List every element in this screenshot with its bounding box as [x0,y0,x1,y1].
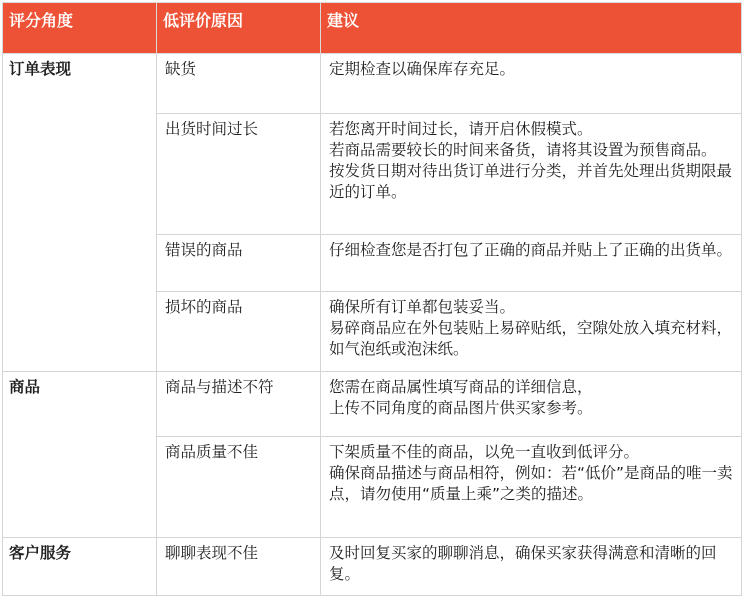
advice-cell [321,235,742,292]
advice-line: 确保商品描述与商品相符，例如：若“低价”是商品的唯一卖点，请勿使用“质量上乘”之类的描述。 [329,464,733,503]
reason-cell: 错误的商品 [157,235,321,292]
advice-cell [321,114,742,235]
advice-line: 易碎商品应在外包装贴上易碎贴纸，空隙处放入填充材料，如气泡纸或泡沫纸。 [329,319,733,358]
advice-cell [321,538,742,596]
category-cell-empty [3,437,157,538]
table-row [3,538,742,596]
header-rating-angle: 评分角度 [3,3,157,54]
header-advice: 建议 [321,3,742,54]
table-row [3,114,742,235]
advice-line: 定期检查以确保库存充足。 [329,60,516,78]
advice-line: 下架质量不佳的商品，以免一直收到低评分。 [329,443,640,461]
table-row [3,54,742,114]
category-product: 商品 [3,372,157,437]
table-row [3,235,742,292]
reason-cell: 商品与描述不符 [157,372,321,437]
table-header-row [3,3,742,54]
category-cell-empty [3,292,157,372]
advice-line: 仔细检查您是否打包了正确的商品并贴上了正确的出货单。 [329,241,733,259]
category-customer-service: 客户服务 [3,538,157,596]
reason-cell: 出货时间过长 [157,114,321,235]
reason-cell: 商品质量不佳 [157,437,321,538]
advice-cell [321,437,742,538]
advice-line: 按发货日期对待出货订单进行分类，并首先处理出货期限最近的订单。 [329,162,733,201]
advice-cell [321,292,742,372]
advice-line: 您需在商品属性填写商品的详细信息， [329,378,593,396]
advice-line: 若您离开时间过长，请开启休假模式。 [329,120,593,138]
rating-advice-table [2,2,742,596]
advice-line: 确保所有订单都包装妥当。 [329,298,516,316]
header-low-rating-reason: 低评价原因 [157,3,321,54]
advice-cell [321,372,742,437]
advice-line: 上传不同角度的商品图片供买家参考。 [329,399,593,417]
category-order-performance: 订单表现 [3,54,157,114]
table-row [3,372,742,437]
reason-cell: 缺货 [157,54,321,114]
advice-cell [321,54,742,114]
reason-cell: 损坏的商品 [157,292,321,372]
advice-line: 若商品需要较长的时间来备货，请将其设置为预售商品。 [329,141,717,159]
reason-cell: 聊聊表现不佳 [157,538,321,596]
table-row [3,292,742,372]
advice-line: 及时回复买家的聊聊消息，确保买家获得满意和清晰的回复。 [329,544,717,583]
category-cell-empty [3,114,157,235]
table-row [3,437,742,538]
category-cell-empty [3,235,157,292]
